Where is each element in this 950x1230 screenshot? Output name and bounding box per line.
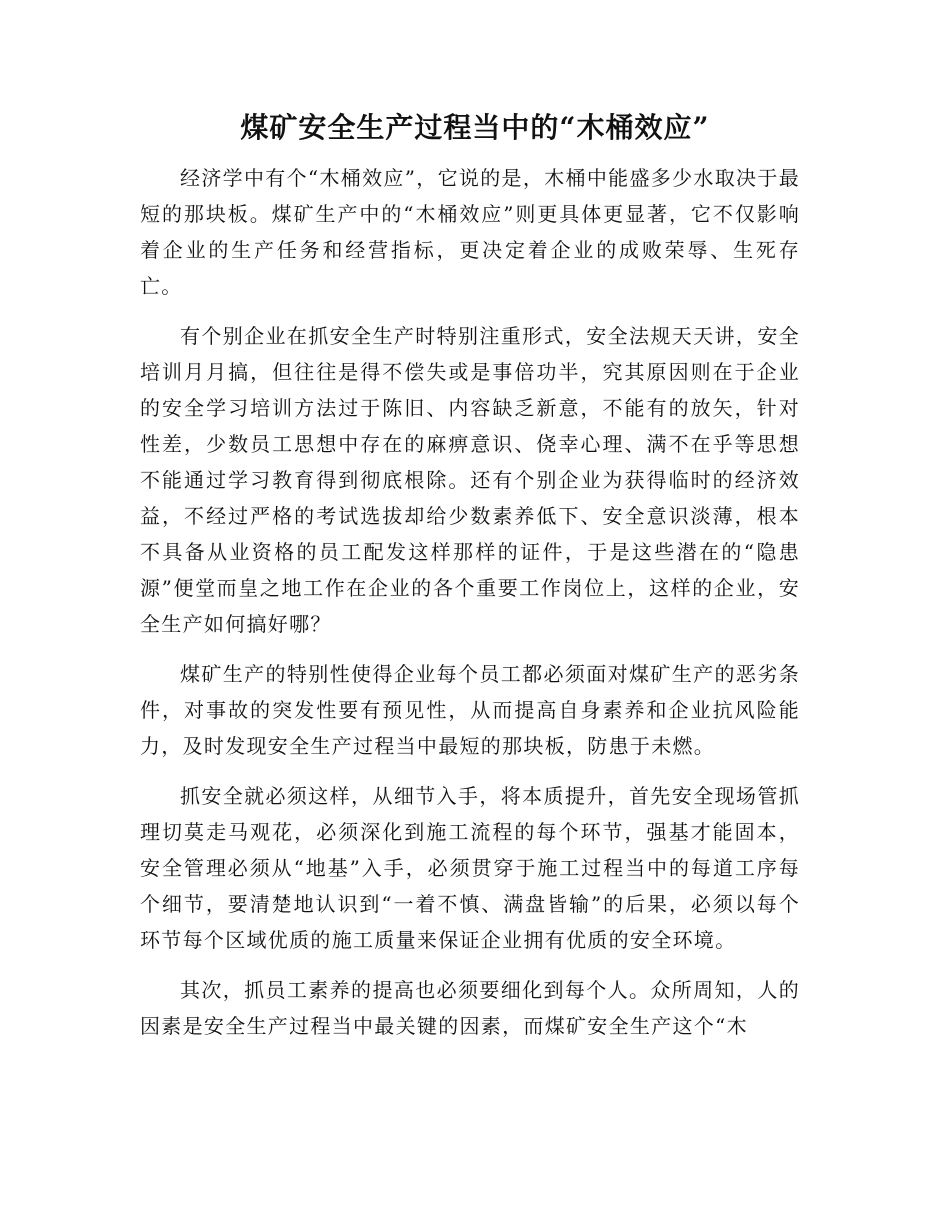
paragraph-3: 煤矿生产的特别性使得企业每个员工都必须面对煤矿生产的恶劣条件，对事故的突发性要有预见性，从而提高自身素养和企业抗风险能力，及时发现安全生产过程当中最短的那块板，防患于未燃。 [140,662,800,758]
document-title: 煤矿安全生产过程当中的“木桶效应” [240,111,710,144]
paragraph-2: 有个别企业在抓安全生产时特别注重形式，安全法规天天讲，安全培训月月搞，但往往是得不偿失或是事倍功半，究其原因则在于企业的安全学习培训方法过于陈旧、内容缺乏新意，不能有的放矢，针对性差，少数员工思想中存在的麻痹意识、侥幸心理、满不在乎等思想不能通过学习教育得到彻底根除。还有个别企业为获得临时的经济效益，不经过严格的考试选拔却给少数素养低下、安全意识淡薄，根本不具备从业资格的员工配发这样那样的证件，于是这些潜在的“隐患源”便堂而皇之地工作在企业的各个重要工作岗位上，这样的企业，安全生产如何搞好哪？ [140,324,800,636]
paragraph-4: 抓安全就必须这样，从细节入手，将本质提升，首先安全现场管抓理切莫走马观花，必须深化到施工流程的每个环节，强基才能固本，安全管理必须从“地基”入手，必须贯穿于施工过程当中的每道工序每个细节，要清楚地认识到“一着不慎、满盘皆输”的后果，必须以每个环节每个区域优质的施工质量来保证企业拥有优质的安全环境。 [140,784,800,952]
paragraph-5: 其次，抓员工素养的提高也必须要细化到每个人。众所周知，人的因素是安全生产过程当中最关键的因素，而煤矿安全生产这个“木 [140,978,800,1038]
paragraph-1: 经济学中有个“木桶效应”，它说的是，木桶中能盛多少水取决于最短的那块板。煤矿生产中的“木桶效应”则更具体更显著，它不仅影响着企业的生产任务和经营指标，更决定着企业的成败荣辱、生死存亡。 [140,166,800,298]
document-body [140,160,800,1058]
